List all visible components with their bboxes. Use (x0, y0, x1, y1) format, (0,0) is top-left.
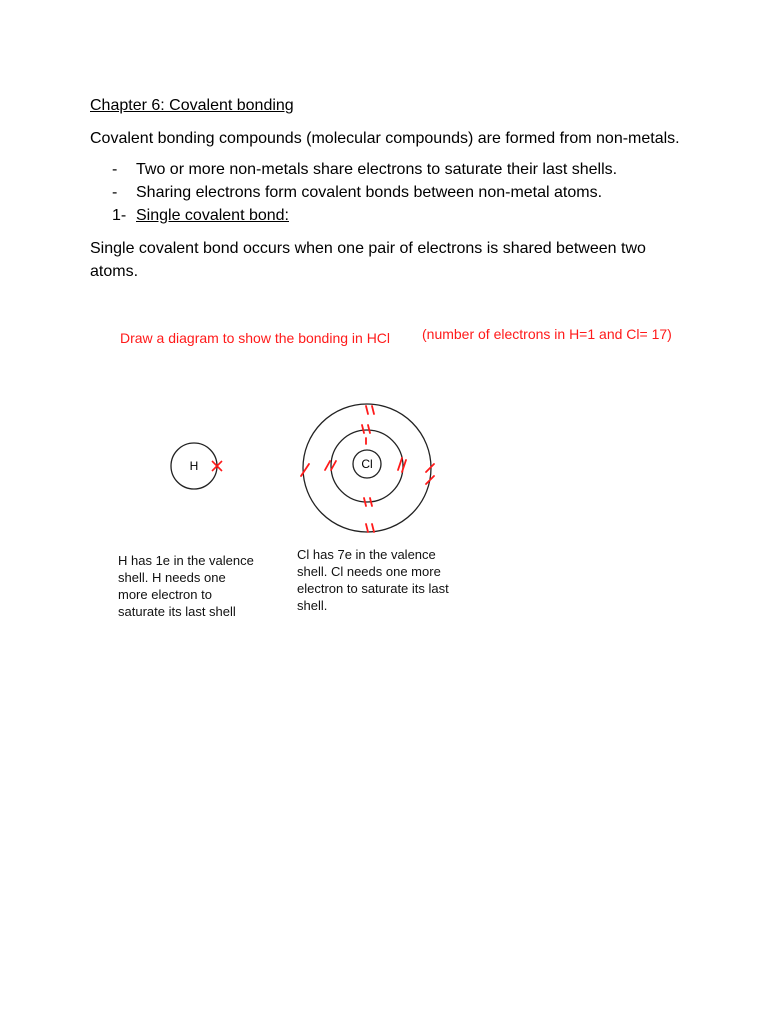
number-marker: 1- (112, 207, 127, 224)
definition-paragraph: Single covalent bond occurs when one pair of electrons is shared between two atoms. (90, 240, 646, 280)
chapter-title: Chapter 6: Covalent bonding (90, 97, 294, 114)
hydrogen-caption: H has 1e in the valence shell. H needs one more electron to saturate its last shell (118, 553, 254, 619)
bullet-text: Two or more non-metals share electrons to saturate their last shells. (136, 161, 618, 178)
bullet-text: Sharing electrons form covalent bonds between non-metal atoms. (136, 184, 603, 201)
chlorine-symbol: Cl (361, 457, 373, 471)
hydrogen-symbol: H (189, 459, 199, 473)
diagram-note: (number of electrons in H=1 and Cl= 17) (422, 326, 672, 342)
intro-paragraph: Covalent bonding compounds (molecular compounds) are formed from non-metals. (90, 130, 680, 147)
bullet-marker: - (112, 184, 118, 201)
numbered-label: Single covalent bond: (136, 207, 289, 224)
chlorine-caption: Cl has 7e in the valence shell. Cl needs one more electron to saturate its last shell. (297, 547, 449, 613)
bullet-marker: - (112, 161, 118, 178)
diagram-instruction: Draw a diagram to show the bonding in HCl (120, 330, 391, 346)
